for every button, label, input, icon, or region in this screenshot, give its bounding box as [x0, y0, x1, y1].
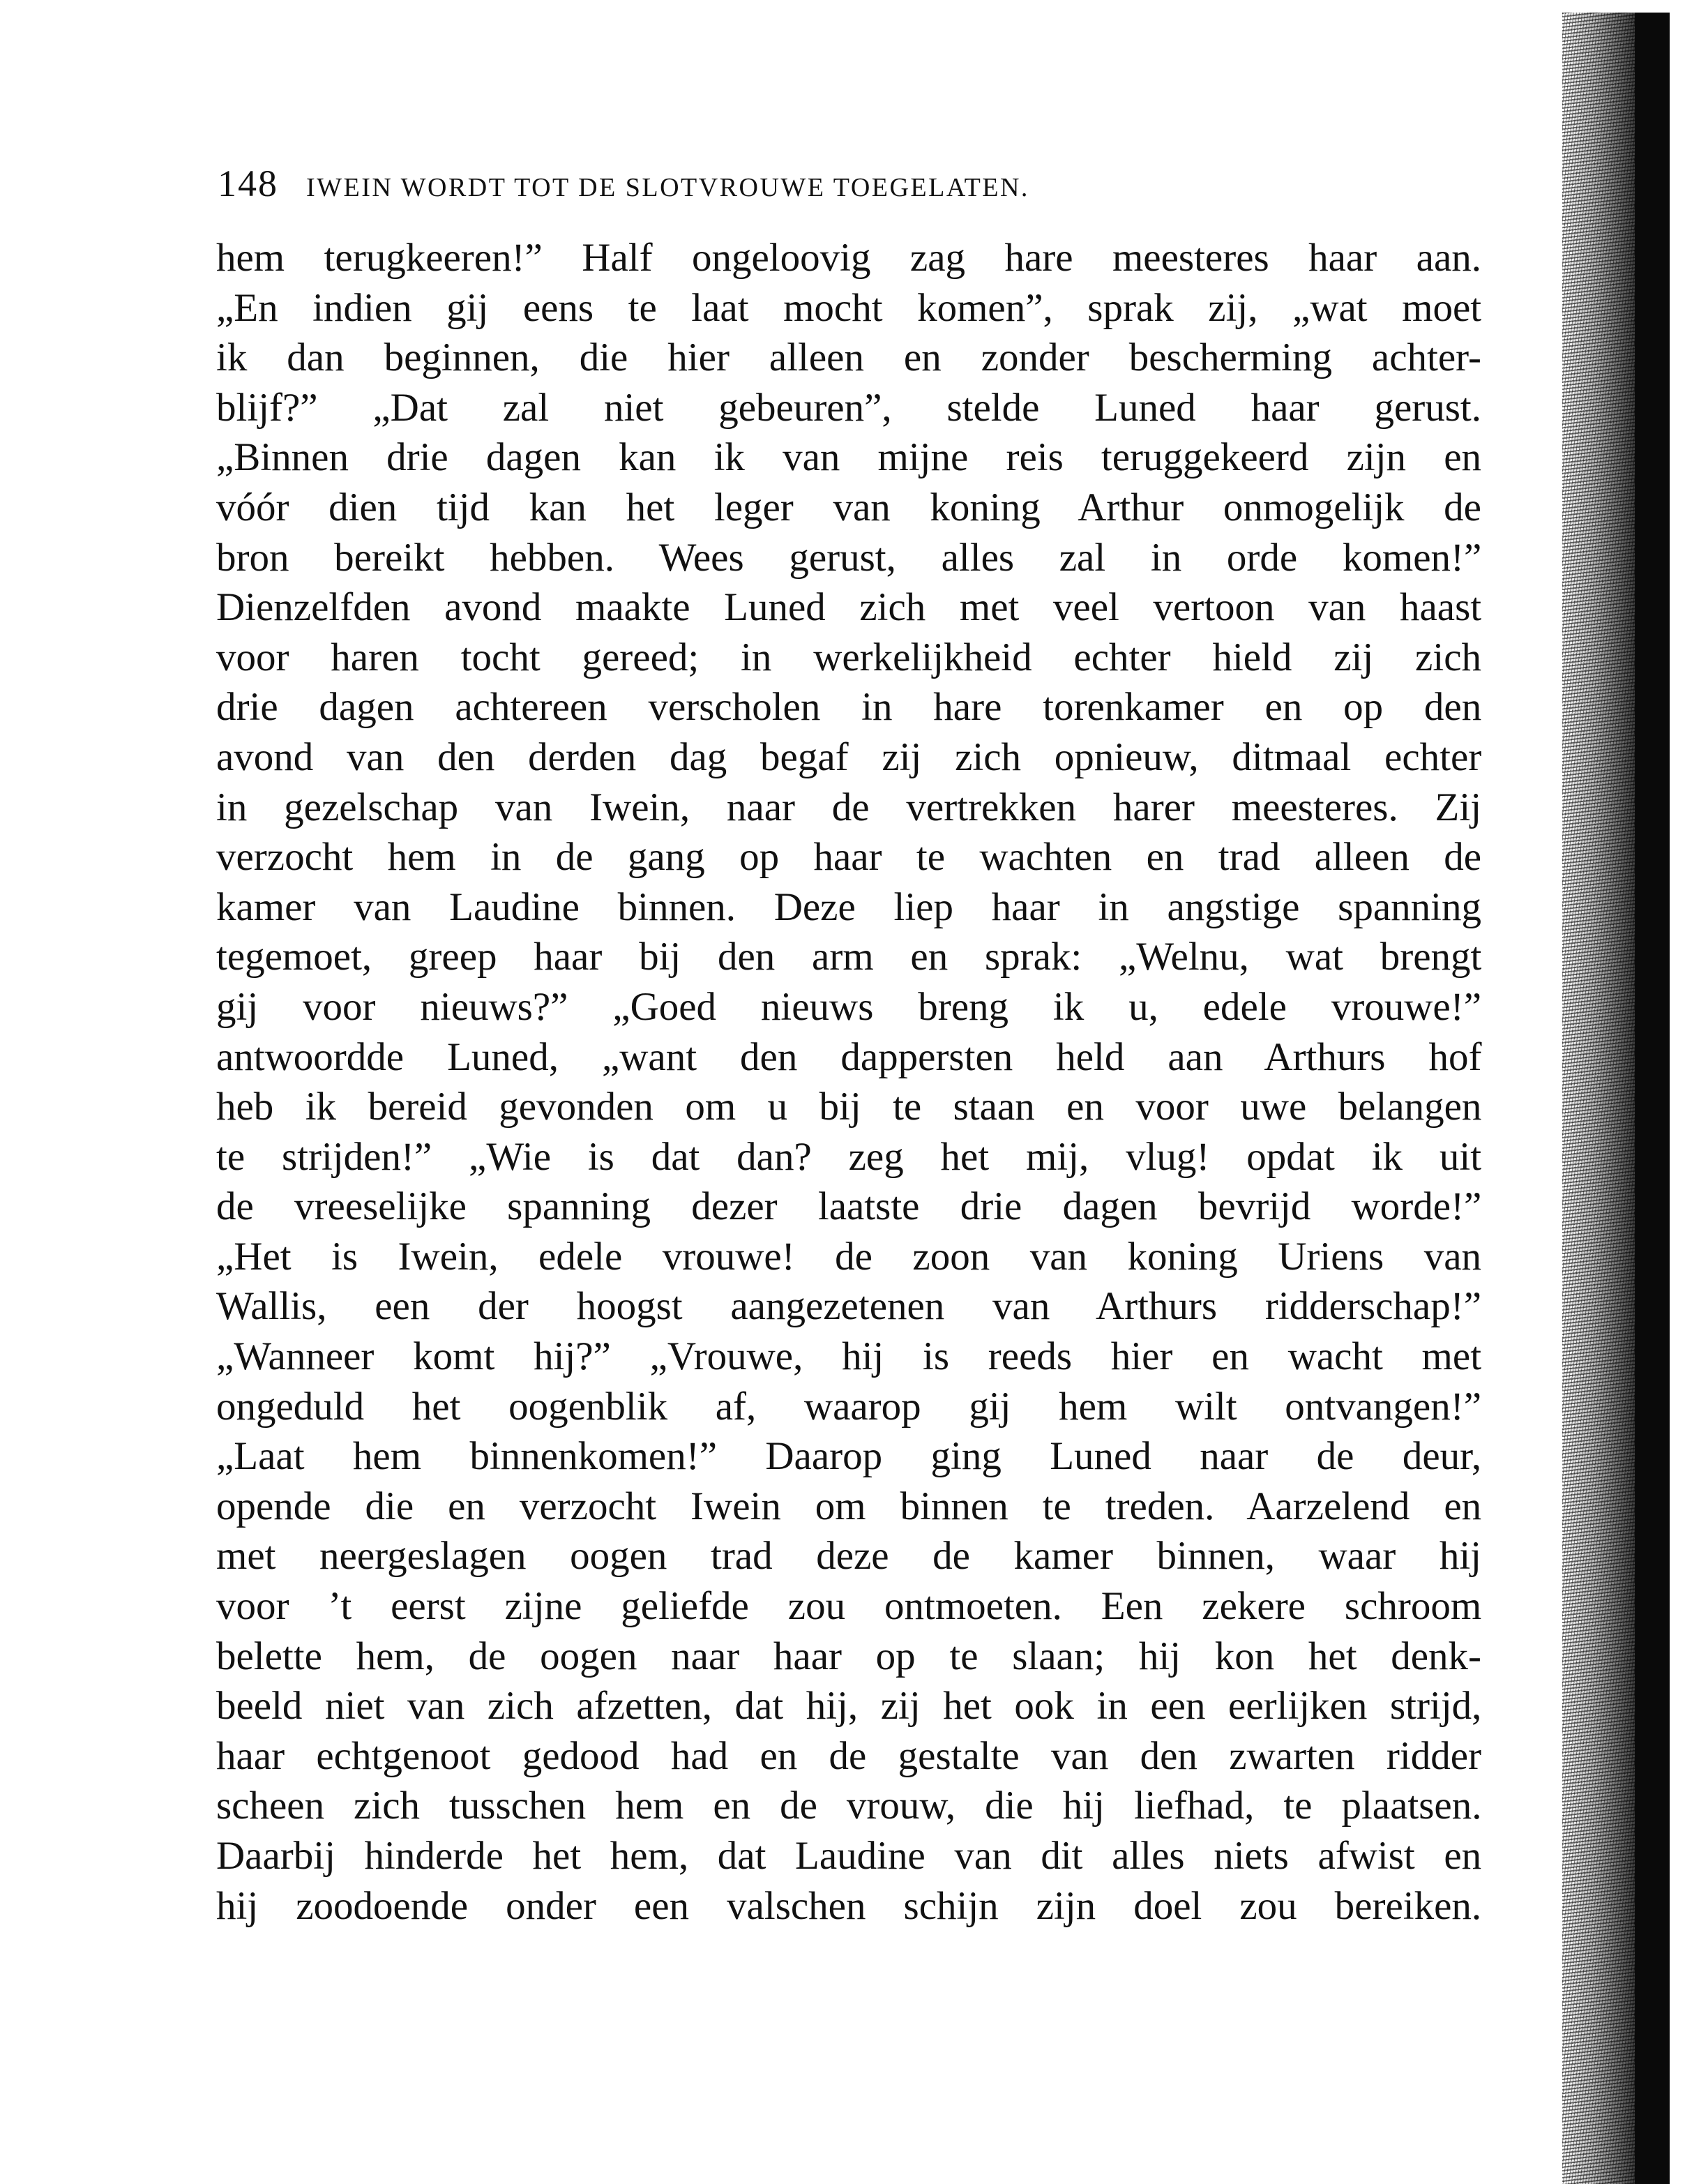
body-text: [216, 233, 1481, 1931]
text-line: hij zoodoende onder een valschen schijn zijn doel zou bereiken.: [216, 1883, 1482, 1928]
text-line: ongeduld het oogenblik af, waarop gij hem wilt ontvangen!”: [216, 1384, 1481, 1429]
text-line: Daarbij hinderde het hem, dat Laudine van dit alles niets afwist en: [216, 1834, 1482, 1878]
text-line: vóór dien tijd kan het leger van koning Arthur onmogelijk de: [216, 485, 1481, 529]
text-line: bron bereikt hebben. Wees gerust, alles zal in orde komen!”: [216, 535, 1482, 580]
text-line: tegemoet, greep haar bij den arm en sprak: „Welnu, wat brengt: [216, 935, 1482, 979]
binding-dark-edge: [1635, 13, 1670, 2184]
text-line: hem terugkeeren!” Half ongeloovig zag hare meesteres haar aan.: [216, 236, 1481, 280]
text-line: belette hem, de oogen naar haar op te slaan; hij kon het denk-: [216, 1634, 1481, 1678]
text-line: „Wanneer komt hij?” „Vrouwe, hij is reeds hier en wacht met: [216, 1334, 1482, 1379]
text-line: drie dagen achtereen verscholen in hare torenkamer en op den: [216, 685, 1482, 730]
text-line: gij voor nieuws?” „Goed nieuws breng ik u, edele vrouwe!”: [216, 984, 1481, 1029]
page-number: 148: [218, 163, 278, 204]
text-line: avond van den derden dag begaf zij zich opnieuw, ditmaal echter: [216, 735, 1482, 779]
text-line: beeld niet van zich afzetten, dat hij, zij het ook in een eerlijken strijd,: [216, 1684, 1482, 1729]
book-binding-shadow: [1504, 13, 1685, 2184]
text-line: ik dan beginnen, die hier alleen en zonder bescherming achter-: [216, 336, 1481, 380]
text-line: „Binnen drie dagen kan ik van mijne reis teruggekeerd zijn en: [216, 435, 1481, 480]
text-line: „Het is Iwein, edele vrouwe! de zoon van koning Uriens van: [216, 1234, 1481, 1279]
text-line: te strijden!” „Wie is dat dan? zeg het mij, vlug! opdat ik uit: [216, 1134, 1482, 1179]
text-line: met neergeslagen oogen trad deze de kamer binnen, waar hij: [216, 1534, 1482, 1579]
text-line: voor haren tocht gereed; in werkelijkheid echter hield zij zich: [216, 635, 1481, 679]
text-line: scheen zich tusschen hem en de vrouw, die hij liefhad, te plaatsen.: [216, 1784, 1482, 1828]
chapter-title: IWEIN WORDT TOT DE SLOTVROUWE TOEGELATEN.: [306, 173, 1029, 202]
text-line: haar echtgenoot gedood had en de gestalte van den zwarten ridder: [216, 1733, 1481, 1778]
text-line: Dienzelfden avond maakte Luned zich met veel vertoon van haast: [216, 585, 1482, 630]
binding-speckle: [1562, 13, 1639, 2184]
text-line: kamer van Laudine binnen. Deze liep haar in angstige spanning: [216, 884, 1481, 929]
text-line: „En indien gij eens te laat mocht komen”, sprak zij, „wat moet: [216, 285, 1482, 330]
text-line: de vreeselijke spanning dezer laatste drie dagen bevrijd worde!”: [216, 1184, 1482, 1229]
text-line: „Laat hem binnenkomen!” Daarop ging Luned naar de deur,: [216, 1434, 1482, 1479]
text-line: antwoordde Luned, „want den dappersten held aan Arthurs hof: [216, 1034, 1482, 1079]
running-head: [218, 162, 1543, 204]
text-line: heb ik bereid gevonden om u bij te staan en voor uwe belangen: [216, 1085, 1482, 1129]
text-line: in gezelschap van Iwein, naar de vertrekken harer meesteres. Zij: [216, 785, 1482, 829]
text-line: verzocht hem in de gang op haar te wachten en trad alleen de: [216, 835, 1481, 880]
text-line: Wallis, een der hoogst aangezetenen van Arthurs ridderschap!”: [216, 1284, 1481, 1329]
text-line: voor ’t eerst zijne geliefde zou ontmoeten. Een zekere schroom: [216, 1584, 1482, 1629]
text-line: opende die en verzocht Iwein om binnen te treden. Aarzelend en: [216, 1484, 1482, 1528]
text-line: blijf?” „Dat zal niet gebeuren”, stelde Luned haar gerust.: [216, 385, 1481, 430]
